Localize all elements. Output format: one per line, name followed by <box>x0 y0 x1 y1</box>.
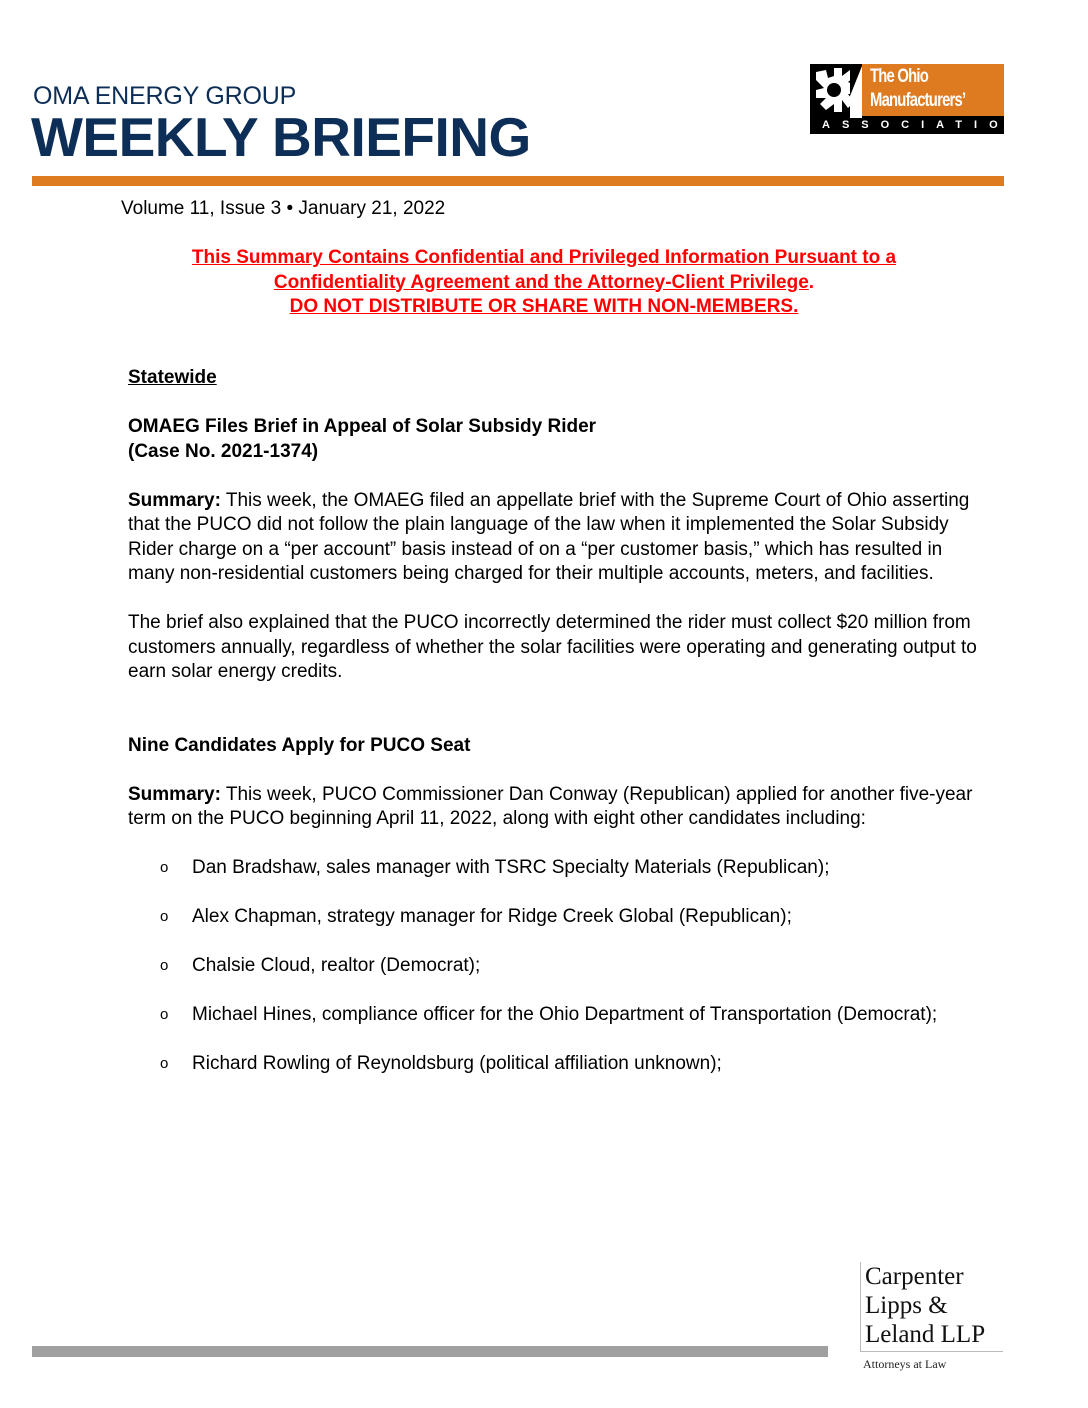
header-divider <box>32 176 1004 186</box>
list-item <box>128 856 978 881</box>
candidate-text: Chalsie Cloud, realtor (Democrat); <box>192 955 481 976</box>
logo-association: ASSOCIATION <box>822 119 1030 131</box>
article-puco-seat <box>128 734 978 1077</box>
candidate-text: Alex Chapman, strategy manager for Ridge Creek Global (Republican); <box>192 906 792 927</box>
firm-tagline: Attorneys at Law <box>863 1357 947 1371</box>
list-item <box>128 905 978 930</box>
notice-line1: This Summary Contains Confidential and Privileged Information Pursuant to a <box>191 247 897 268</box>
list-item <box>128 954 978 979</box>
logo-name-line1: The Ohio <box>870 66 928 87</box>
oma-logo <box>810 64 1030 134</box>
section-heading: Statewide <box>128 367 217 388</box>
summary-text: This week, the OMAEG filed an appellate brief with the Supreme Court of Ohio asserting that the PUCO did not follow the plain language of the law when it implemented the Solar Subsidy Rider charge on a “per account” basis instead of on a “per customer basis,” which has resulted in many non-residential customers being charged for their multiple accounts, meters, and facilities. <box>128 489 970 584</box>
confidentiality-notice <box>0 246 1088 320</box>
bullet-circle-icon: o <box>160 908 169 925</box>
candidate-text: Dan Bradshaw, sales manager with TSRC Specialty Materials (Republican); <box>192 857 830 878</box>
list-item <box>128 1003 978 1028</box>
gear-icon <box>812 66 862 118</box>
notice-line3: DO NOT DISTRIBUTE OR SHARE WITH NON-MEMBERS. <box>289 296 799 317</box>
newsletter-title: WEEKLY BRIEFING <box>31 106 531 168</box>
candidate-text: Michael Hines, compliance officer for the Ohio Department of Transportation (Democrat); <box>192 1004 938 1025</box>
article-title: Nine Candidates Apply for PUCO Seat <box>128 734 471 756</box>
notice-line2: Confidentiality Agreement and the Attorney-Client Privilege <box>273 271 809 293</box>
logo-name-line2: Manufacturers’ <box>870 90 966 111</box>
candidate-text: Richard Rowling of Reynoldsburg (political affiliation unknown); <box>192 1053 722 1074</box>
article-title: OMAEG Files Brief in Appeal of Solar Subsidy Rider <box>128 416 597 437</box>
article-summary <box>128 489 978 587</box>
article-paragraph: The brief also explained that the PUCO incorrectly determined the rider must collect $20 million from customers annually, regardless of whether the solar facilities were operating and generating output to earn solar energy credits. <box>128 612 977 682</box>
issue-line: Volume 11, Issue 3 • January 21, 2022 <box>121 198 446 219</box>
article-case-number: (Case No. 2021-1374) <box>128 440 319 462</box>
bullet-circle-icon: o <box>160 859 169 876</box>
article-summary <box>128 783 978 832</box>
bullet-circle-icon: o <box>160 1006 169 1023</box>
org-name: OMA ENERGY GROUP <box>33 82 297 110</box>
firm-name-line1: Carpenter <box>865 1263 964 1290</box>
notice-line2-end: . <box>808 271 815 293</box>
briefing-content <box>128 366 978 1101</box>
footer-divider <box>32 1346 828 1357</box>
bullet-circle-icon: o <box>160 957 169 974</box>
summary-label: Summary: <box>128 489 221 511</box>
logo-orange-panel <box>862 64 1004 116</box>
firm-name <box>860 1262 1003 1352</box>
candidate-list <box>128 856 978 1077</box>
firm-name-line2: Lipps & <box>865 1292 948 1319</box>
firm-name-line3: Leland LLP <box>865 1321 986 1348</box>
summary-label: Summary: <box>128 783 221 805</box>
summary-text: This week, PUCO Commissioner Dan Conway (Republican) applied for another five-year term on the PUCO beginning April 11, 2022, along with eight other candidates including: <box>128 783 973 829</box>
law-firm-logo <box>860 1262 1010 1372</box>
bullet-circle-icon: o <box>160 1055 169 1072</box>
list-item <box>128 1052 978 1077</box>
article-solar-rider <box>128 415 978 685</box>
